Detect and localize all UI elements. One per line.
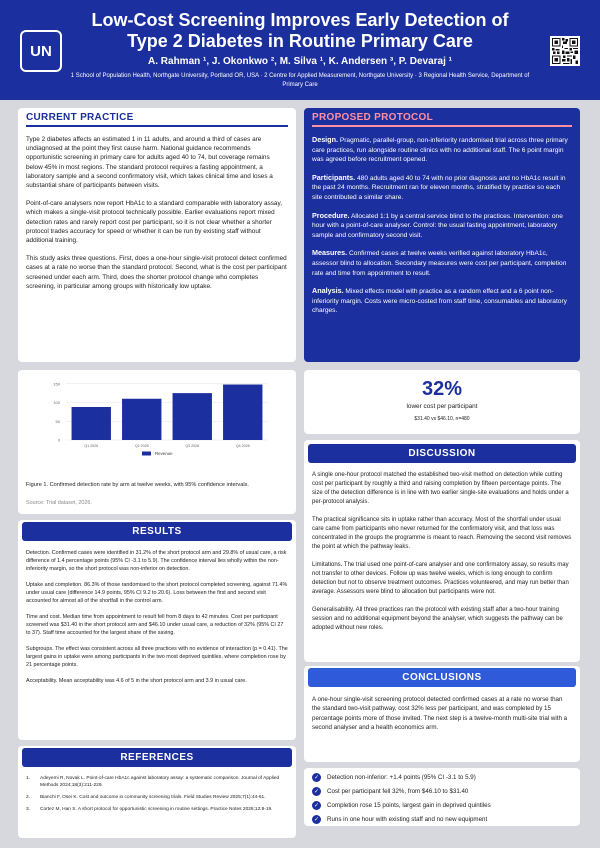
author-list: A. Rahman ¹, J. Okonkwo ², M. Silva ¹, K. Andersen ³, P. Devaraj ¹ [148,56,452,67]
affiliations: 1 School of Population Health, Northgate University, Portland OR, USA · 2 Centre for Applied Measurement, Northgate University · 3 Regional Health Service, Department of Primary Care [70,73,530,88]
key-finding-item [312,773,572,782]
reference-number: 1. [26,776,31,781]
current-practice-paragraph: Type 2 diabetes affects an estimated 1 in 11 adults, and around a third of cases are undiagnosed at the point they first cause harm. National guidance recommends opportunistic screening in primary care for adults aged 40 to 74, but coverage remains below 45% in most regions. The standard protocol requires a fasting appointment, a laboratory sample and a second confirmatory visit, which takes clinical time and loses a substantial share of participants between visits. [26,136,273,190]
discussion-paragraph: Limitations. The trial used one point-of-care analyser and one confirmatory assay, so results may not transfer to other devices. Follow up was twelve weeks, which is long enough to confirm detection but not to observe treatment outcomes. Practices volunteered, and may run better than average. Assessors were blind to allocation but participants were not. [312,562,569,595]
results-card [18,520,296,740]
protocol-item-label: Procedure. [312,210,350,220]
y-tick-label: 150 [53,381,60,387]
proposed-protocol-heading: PROPOSED PROTOCOL [312,112,572,127]
protocol-item-text: Pragmatic, parallel-group, non-inferiority randomised trial across three primary care practices, run alongside routine clinics with no additional staff. The 6 point margin was agreed before recruitment opened. [312,137,568,164]
figure-source: Source: Trial dataset, 2026. [26,500,92,506]
bar-chart [18,370,296,470]
discussion-card [304,440,580,662]
x-tick-label: Q2 2026 [134,444,149,448]
protocol-item-text: Confirmed cases at twelve weeks verified against laboratory HbA1c, assessor blind to allocation. Secondary measures were cost per participant, completion rate and time from appointment to result. [312,250,567,277]
protocol-item-label: Design. [312,135,338,144]
proposed-protocol-card [304,108,580,362]
checkmark-icon: ✓ [313,803,320,809]
university-logo: UN [20,30,62,72]
protocol-item [312,135,572,165]
discussion-heading: DISCUSSION [308,444,576,463]
reference-number: 3. [26,807,31,812]
discussion-paragraph: The practical significance sits in uptake rather than accuracy. Most of the shortfall under usual care came from participants who never returned for the confirmatory visit, and that loss was concentrated in the groups the programme is meant to reach. Removing the second visit removes the point at which the pathway leaks. [312,517,572,550]
poster-title: Low-Cost Screening Improves Early Detection of Type 2 Diabetes in Routine Primary Care [91,10,509,51]
key-finding-text: Cost per participant fell 32%, from $46.10 to $31.40 [327,788,469,795]
protocol-item [312,173,572,203]
y-tick-label: 50 [55,418,60,424]
key-stat-label: lower cost per participant [406,403,478,410]
x-tick-label: Q4 2026 [235,444,250,448]
bar [122,399,161,440]
reference-item [26,775,288,789]
key-finding-item [312,801,572,810]
bar [173,393,212,440]
protocol-item-text: 480 adults aged 40 to 74 with no prior diagnosis and no HbA1c result in the past 24 months. Recruitment ran for eleven months, stratified by practice so each site contributed a similar share. [312,174,566,201]
references-heading: REFERENCES [22,748,292,767]
key-finding-text: Completion rose 15 points, largest gain in deprived quintiles [327,802,491,809]
key-finding-item [312,815,572,824]
protocol-item [312,248,572,278]
protocol-item-label: Measures. [312,248,348,258]
reference-text: Cortez M, Han S. A short protocol for opportunistic screening in routine settings. Practice Notes 2026;12:8-19. [40,807,273,812]
reference-number: 2. [26,795,31,800]
reference-text: Bianchi F, Osei K. Cost and outcome in community screening trials. Field Studies Review 2025;7(1):44-61. [40,795,266,800]
legend-swatch [142,452,151,456]
y-tick-label: 100 [53,400,60,405]
protocol-item-text: Allocated 1:1 by a central service blind to the practices. Intervention: one hour with a point-of-care analyser. Control: the usual fasting appointment, laboratory sample and confirmatory second visit. [312,212,563,239]
figure-caption: Figure 1. Confirmed detection rate by arm at twelve weeks, with 95% confidence intervals. [26,482,249,488]
discussion-paragraph: A single one-hour protocol matched the established two-visit method on detection while cutting cost per participant by roughly a third and raising completion by fifteen percentage points. The size of the detection difference is in line with two earlier single-site evaluations and holds under a per-protocol analysis. [312,472,569,505]
checkmark-icon: ✓ [313,817,320,823]
results-paragraph: Detection. Confirmed cases were identified in 31.2% of the short protocol arm and 29.8% of usual care, a risk difference of 1.4 percentage points (95% CI -3.1 to 5.9). The confidence interval lies wholly within the non-inferiority margin, so the short protocol was non-inferior on detection. [26,550,287,572]
protocol-item [312,211,572,241]
qr-code-icon[interactable] [550,36,580,66]
legend-label: Revenue [155,451,173,456]
checkmark-icon: ✓ [313,789,320,795]
protocol-item-label: Participants. [312,172,356,182]
current-practice-paragraph: Point-of-care analysers now report HbA1c to a standard comparable with laboratory assay, which makes a single-visit protocol technically possible. Earlier evaluations report mixed detection rates and rarely report cost per participant, so it is not clear whether a shorter protocol trades accuracy for speed or whether it can be run by existing staff without additional training. [26,200,282,245]
current-practice-card [18,108,296,362]
current-practice-heading: CURRENT PRACTICE [26,112,288,127]
y-tick-label: 0 [57,437,60,443]
conclusions-card [304,666,580,762]
protocol-item-label: Analysis. [312,286,344,296]
protocol-item [312,286,572,316]
key-findings-card [304,768,580,826]
conclusions-text: A one-hour single-visit screening protocol detected confirmed cases at a rate no worse than the standard two-visit pathway, cost 32% less per participant, and was completed by 15 percentage points more of those invited. The next step is a twelve-month multi-site trial with a second analyser and a health economics arm. [312,696,568,732]
references-card [18,746,296,838]
results-paragraph: Subgroups. The effect was consistent across all three practices with no evidence of interaction (p = 0.41). The largest gains in uptake were among participants in the two most deprived quintiles, where completion rose by 21 percentage points. [26,646,288,668]
reference-text: Adeyemi R, Novak L. Point-of-care HbA1c against laboratory assay: a systematic comparison. Journal of Applied Methods 2024;18(3):211-229. [40,776,280,788]
key-finding-text: Detection non-inferior: +1.4 points (95% CI -3.1 to 5.9) [327,774,476,781]
results-heading: RESULTS [22,522,292,541]
poster-header [0,0,600,100]
bar [72,407,111,440]
current-practice-paragraph: This study asks three questions. First, does a one-hour single-visit protocol detect confirmed cases at a rate no worse than the standard protocol. Second, what is the cost per participant screened under each arm. Third, does the shorter protocol change who completes screening, in particular among groups with historically low uptake. [26,255,287,290]
bar [223,385,262,441]
discussion-paragraph: Generalisability. All three practices ran the protocol with existing staff after a two-hour training session and no additional equipment beyond the analyser, which suggests the pathway can be adopted without new roles. [312,607,563,631]
reference-item [26,794,288,801]
x-tick-label: Q3 2026 [185,444,200,448]
x-tick-label: Q1 2026 [84,444,99,448]
figure-card [18,370,296,514]
results-paragraph: Acceptability. Mean acceptability was 4.6 of 5 in the short protocol arm and 3.9 in usual care. [26,678,247,684]
key-finding-text: Runs in one hour with existing staff and no new equipment [327,816,488,823]
key-stat-card [304,370,580,434]
protocol-item-text: Mixed effects model with practice as a random effect and a 6 point non-inferiority margin. Costs were micro-costed from staff time, consumables and laboratory charges. [312,288,567,315]
key-stat-detail: $31.40 vs $46.10, n=480 [414,416,470,422]
key-stat-value: 32% [421,378,463,400]
results-paragraph: Uptake and completion. 86.3% of those randomised to the short protocol completed screening, against 71.4% under usual care (difference 14.9 points, 95% CI 9.2 to 20.6). Loss between the first and second visit accounted for almost all of the shortfall in the control arm. [26,582,288,604]
key-finding-item [312,787,572,796]
results-paragraph: Time and cost. Median time from appointment to result fell from 8 days to 42 minutes. Cost per participant screened was $31.40 in the short protocol arm and $46.10 under usual care, a reduction of 32% (95% CI 27 to 37). Staff time accounted for the largest share of the saving. [26,614,284,636]
conclusions-heading: CONCLUSIONS [308,668,576,687]
checkmark-icon: ✓ [313,775,320,781]
reference-item [26,806,288,813]
